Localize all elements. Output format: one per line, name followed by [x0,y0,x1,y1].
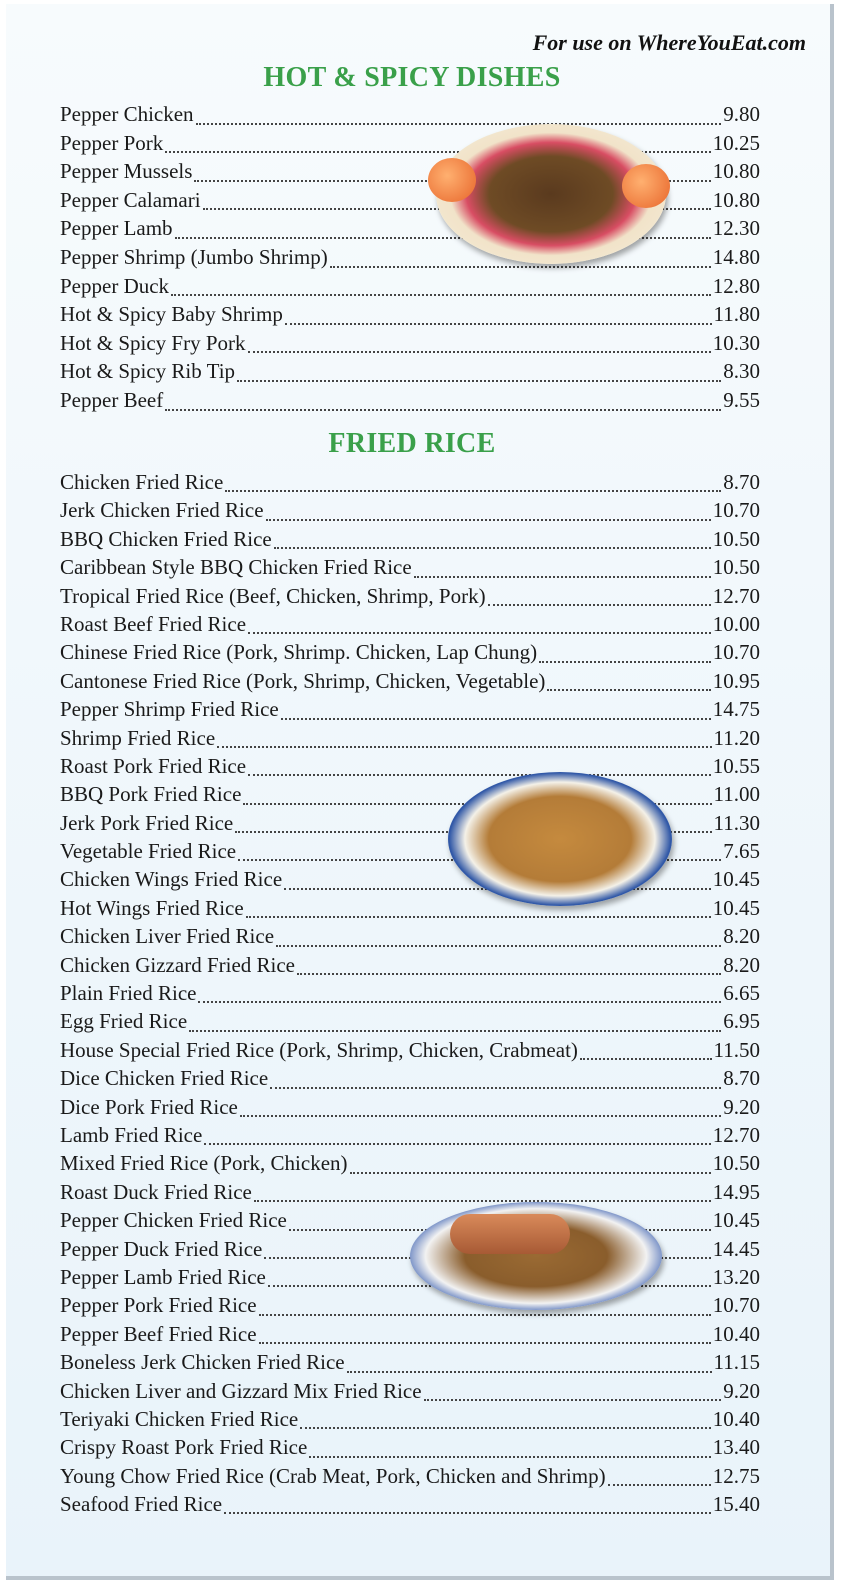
egg-roll [450,1214,570,1254]
menu-item-price: 12.70 [712,1122,760,1147]
menu-item-name: Pepper Chicken [60,102,194,126]
menu-item-name: Pepper Beef Fried Rice [60,1321,257,1346]
menu-item-price: 6.95 [723,1009,760,1034]
menu-item-name: Pepper Duck [60,273,170,298]
menu-item [60,331,760,360]
egg-roll-fried-rice-dish-photo [410,1202,662,1310]
menu-item [60,1379,760,1407]
menu-item [60,302,760,331]
menu-item-price: 11.15 [713,1350,760,1375]
menu-item-name: Boneless Jerk Chicken Fried Rice [60,1350,345,1375]
menu-item-name: Chicken Liver Fried Rice [60,924,275,949]
menu-item-name: Plain Fried Rice [60,981,197,1006]
fried-rice-dish-photo [448,772,672,906]
menu-item-name: Roast Beef Fried Rice [60,611,247,636]
dot-leader [259,1314,711,1316]
dot-leader [297,973,721,975]
menu-item-name: Jerk Pork Fried Rice [60,810,234,835]
menu-item-price: 10.55 [712,753,760,778]
menu-item-price: 8.30 [723,359,760,384]
menu-item-name: Jerk Chicken Fried Rice [60,498,264,523]
menu-item-price: 14.95 [712,1179,760,1204]
menu-item-price: 10.50 [712,555,760,580]
menu-item [60,697,760,725]
pepper-chicken-dish-photo [436,124,666,264]
menu-item-name: Young Chow Fried Rice (Crab Meat, Pork, Chicken and Shrimp) [60,1463,606,1488]
dot-leader [254,1200,711,1202]
menu-item-price: 8.70 [723,1066,760,1091]
dot-leader [240,1115,721,1117]
menu-item-price: 9.20 [723,1094,760,1119]
menu-item [60,640,760,668]
menu-item-price: 10.50 [712,526,760,551]
menu-item-price: 10.50 [712,1151,760,1176]
dot-leader [225,490,721,492]
menu-item-price: 14.75 [712,697,760,722]
menu-item-name: Chicken Wings Fried Rice [60,867,283,892]
menu-item-name: Pepper Mussels [60,159,193,184]
menu-item-name: Chicken Fried Rice [60,470,224,494]
menu-item-price: 10.45 [712,1208,760,1233]
menu-item [60,1009,760,1037]
dot-leader [274,547,711,549]
menu-item-name: Shrimp Fried Rice [60,725,216,750]
menu-item-price: 11.30 [713,810,760,835]
menu-item [60,981,760,1009]
dot-leader [424,1399,722,1401]
menu-item [60,896,760,924]
menu-item-name: Roast Pork Fried Rice [60,753,247,778]
menu-item [60,102,760,131]
menu-item [60,1407,760,1435]
menu-item-name: Cantonese Fried Rice (Pork, Shrimp, Chicken, Vegetable) [60,668,546,693]
dot-leader [248,351,711,353]
menu-item-price: 9.80 [723,102,760,126]
menu-item-name: Pepper Beef [60,387,164,412]
dot-leader [281,718,711,720]
dot-leader [276,945,721,947]
menu-item-price: 15.40 [712,1492,760,1517]
menu-item-name: Dice Chicken Fried Rice [60,1066,269,1091]
menu-item-price: 10.70 [712,640,760,665]
dot-leader [488,604,711,606]
dot-leader [248,774,711,776]
menu-item-name: Pepper Pork [60,130,164,155]
menu-item [60,612,760,640]
menu-item-name: BBQ Pork Fried Rice [60,782,242,807]
menu-item-price: 8.70 [723,470,760,494]
menu-item-name: Chicken Gizzard Fried Rice [60,952,295,977]
menu-item [60,555,760,583]
dot-leader [248,632,711,634]
dot-leader [580,1058,712,1060]
menu-item-name: Pepper Duck Fried Rice [60,1236,263,1261]
menu-item-price: 11.20 [713,725,760,750]
menu-item-name: Pepper Calamari [60,187,201,212]
dot-leader [539,661,711,663]
dot-leader [270,1087,721,1089]
menu-item-price: 10.40 [712,1406,760,1431]
dot-leader [259,1342,711,1344]
menu-item [60,131,760,160]
menu-item-price: 11.50 [713,1037,760,1062]
menu-item-name: Roast Duck Fried Rice [60,1179,252,1204]
menu-item-name: Hot & Spicy Rib Tip [60,359,236,384]
menu-item [60,726,760,754]
dot-leader [608,1484,711,1486]
menu-item-price: 13.40 [712,1435,760,1460]
menu-item [60,1435,760,1463]
dot-leader [350,1172,711,1174]
tomato-garnish [428,158,476,202]
section-title-hot-spicy: HOT & SPICY DISHES [263,62,561,93]
dot-leader [171,294,711,296]
menu-item-name: Egg Fried Rice [60,1009,188,1034]
menu-item-name: Pepper Shrimp Fried Rice [60,697,279,722]
menu-item [60,1208,760,1236]
menu-item [60,1123,760,1151]
dot-leader [204,1143,710,1145]
menu-item-price: 10.45 [712,867,760,892]
menu-item [60,1180,760,1208]
dot-leader [165,409,721,411]
menu-item-name: BBQ Chicken Fried Rice [60,526,272,551]
menu-item-price: 6.65 [723,981,760,1006]
dot-leader [347,1371,712,1373]
menu-item-name: Caribbean Style BBQ Chicken Fried Rice [60,555,412,580]
fried-rice-list [60,470,760,1520]
dot-leader [266,519,711,521]
menu-item-price: 10.70 [712,498,760,523]
menu-item-price: 10.80 [712,159,760,184]
menu-item-price: 10.25 [712,130,760,155]
menu-item [60,498,760,526]
dot-leader [330,266,711,268]
menu-item [60,1151,760,1179]
menu-item-name: Hot & Spicy Fry Pork [60,330,246,355]
menu-item [60,274,760,303]
menu-item [60,1038,760,1066]
menu-item-price: 10.70 [712,1293,760,1318]
menu-item-name: Hot Wings Fried Rice [60,895,244,920]
dot-leader [237,380,721,382]
menu-item-name: Pepper Pork Fried Rice [60,1293,257,1318]
menu-item [60,669,760,697]
menu-item-name: Hot & Spicy Baby Shrimp [60,302,283,327]
menu-item-price: 14.45 [712,1236,760,1261]
dot-leader [309,1456,710,1458]
watermark-text: For use on WhereYouEat.com [532,30,806,55]
menu-item-price: 8.20 [723,924,760,949]
section-title-fried-rice: FRIED RICE [328,428,496,459]
menu-item-name: Pepper Lamb Fried Rice [60,1264,266,1289]
dot-leader [246,916,711,918]
dot-leader [217,746,711,748]
menu-item-price: 10.95 [712,668,760,693]
menu-item [60,1293,760,1321]
menu-item-name: Vegetable Fried Rice [60,839,237,864]
menu-item [60,1492,760,1520]
dot-leader [198,1001,721,1003]
dot-leader [189,1030,721,1032]
menu-item [60,1322,760,1350]
menu-item-name: Seafood Fried Rice [60,1492,223,1517]
menu-page [6,4,834,1580]
menu-item [60,388,760,417]
dot-leader [547,689,710,691]
menu-item [60,245,760,274]
menu-item [60,470,760,498]
menu-item [60,1350,760,1378]
menu-item [60,924,760,952]
menu-item [60,1464,760,1492]
menu-item-name: Pepper Shrimp (Jumbo Shrimp) [60,244,328,269]
menu-item-price: 10.30 [712,330,760,355]
menu-item-price: 11.80 [713,302,760,327]
menu-item-name: Pepper Lamb [60,216,173,241]
menu-item-price: 7.65 [723,839,760,864]
menu-item [60,527,760,555]
menu-item-name: Pepper Chicken Fried Rice [60,1208,287,1233]
menu-item-price: 10.80 [712,187,760,212]
menu-item-price: 10.40 [712,1321,760,1346]
menu-item-price: 10.00 [712,611,760,636]
dot-leader [285,323,712,325]
menu-item-name: Tropical Fried Rice (Beef, Chicken, Shrimp, Pork) [60,583,486,608]
menu-item [60,1095,760,1123]
menu-item-price: 11.00 [713,782,760,807]
menu-item [60,584,760,612]
menu-item [60,754,760,782]
menu-item-name: Chinese Fried Rice (Pork, Shrimp. Chicken, Lap Chung) [60,640,538,665]
menu-item [60,953,760,981]
tomato-garnish [622,164,670,208]
menu-item-price: 8.20 [723,952,760,977]
menu-item-price: 12.80 [712,273,760,298]
menu-item-name: House Special Fried Rice (Pork, Shrimp, Chicken, Crabmeat) [60,1037,578,1062]
dot-leader [300,1427,711,1429]
menu-item-name: Mixed Fried Rice (Pork, Chicken) [60,1151,348,1176]
menu-item-price: 12.75 [712,1463,760,1488]
menu-item-price: 9.20 [723,1378,760,1403]
dot-leader [414,576,711,578]
menu-item-name: Lamb Fried Rice [60,1122,203,1147]
dot-leader [196,123,722,125]
menu-item-price: 14.80 [712,244,760,269]
menu-item-price: 12.70 [712,583,760,608]
menu-item-price: 12.30 [712,216,760,241]
menu-item-name: Teriyaki Chicken Fried Rice [60,1406,299,1431]
hot-spicy-list [60,102,760,417]
menu-item-name: Crispy Roast Pork Fried Rice [60,1435,308,1460]
menu-item-price: 9.55 [723,387,760,412]
menu-item [60,359,760,388]
menu-item-price: 13.20 [712,1264,760,1289]
menu-item [60,1066,760,1094]
dot-leader [224,1512,711,1514]
menu-item-name: Chicken Liver and Gizzard Mix Fried Rice [60,1378,422,1403]
menu-item-name: Dice Pork Fried Rice [60,1094,238,1119]
menu-item-price: 10.45 [712,895,760,920]
